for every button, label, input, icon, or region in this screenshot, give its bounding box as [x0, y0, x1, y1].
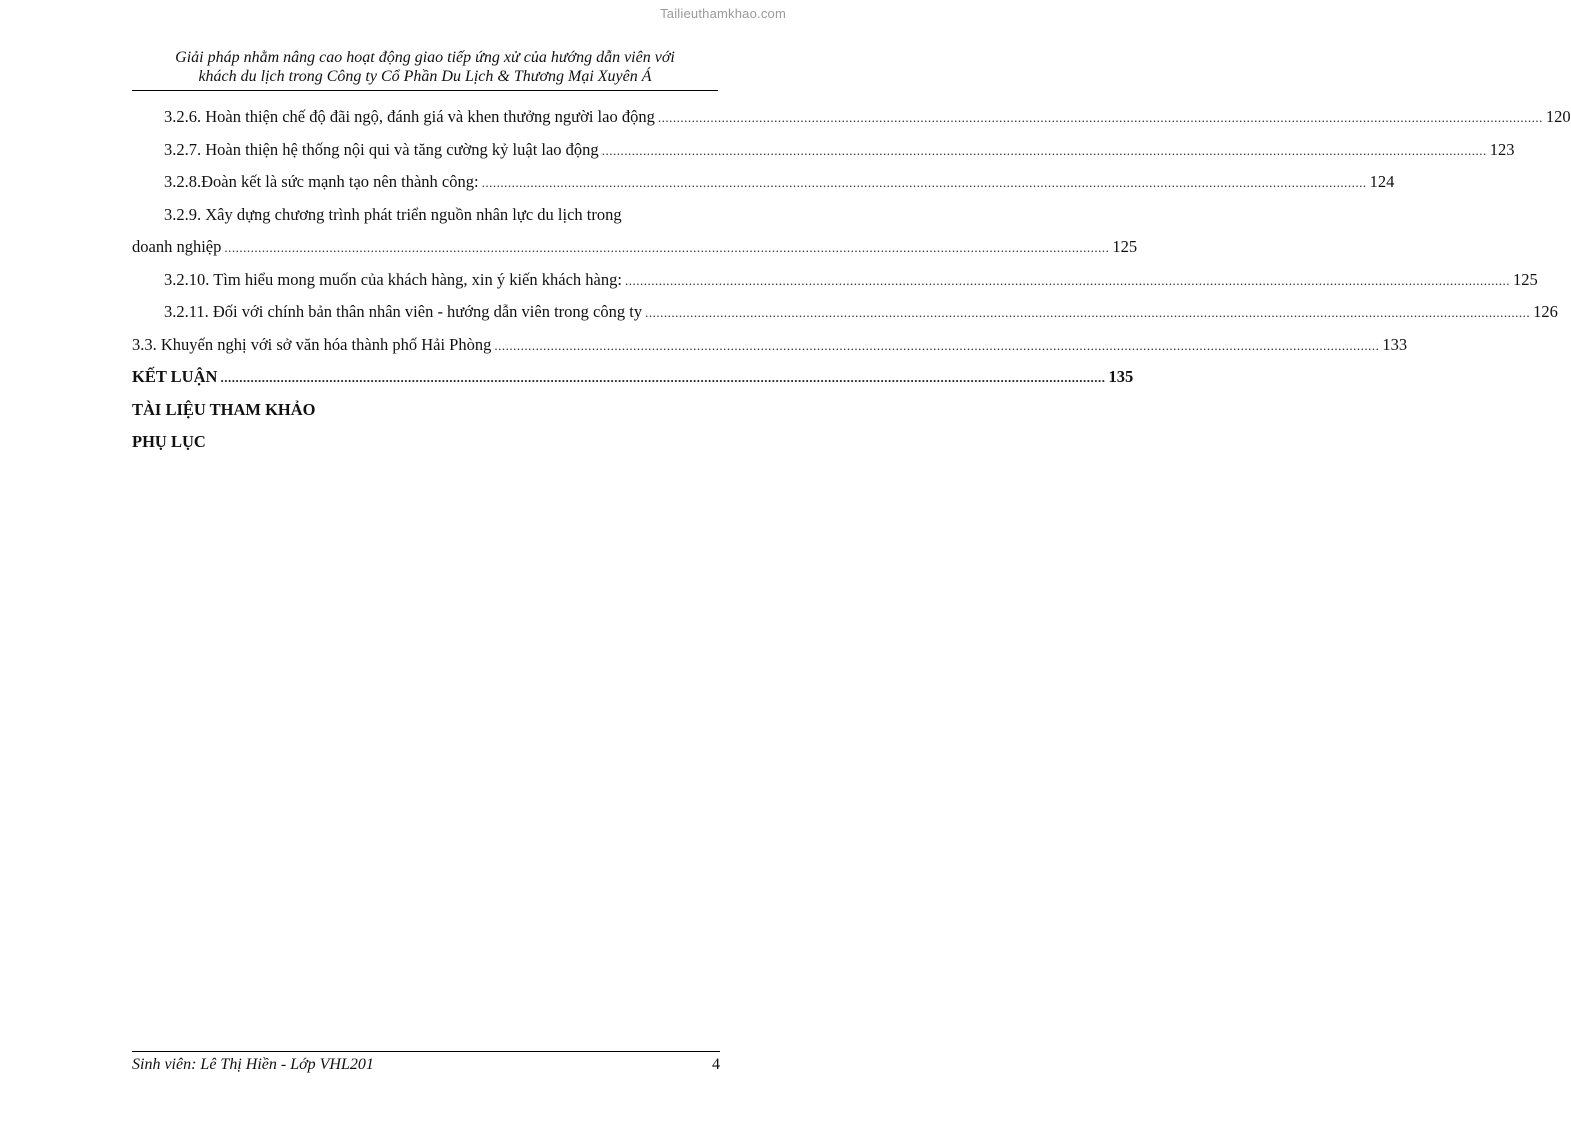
toc-entry-page: 126	[1533, 302, 1558, 321]
dot-leader	[491, 330, 1382, 363]
dot-leader	[599, 135, 1490, 168]
toc-entry-page: 125	[1512, 269, 1538, 289]
dot-leader	[622, 265, 1513, 298]
toc-entry-page: 124	[1369, 172, 1395, 191]
toc-entry-3-2-7[interactable]	[132, 134, 1515, 167]
header-divider	[132, 90, 718, 91]
toc-entry-3-3[interactable]	[132, 329, 1408, 362]
page-footer	[132, 1055, 720, 1075]
footer-divider	[132, 1051, 720, 1052]
toc-entry-appendix[interactable]	[132, 426, 718, 459]
toc-entry-page: 133	[1382, 334, 1408, 354]
toc-entry-title: KẾT LUẬN	[132, 367, 218, 386]
toc-entry-3-2-9-continued[interactable]	[132, 231, 1138, 264]
toc-entry-title: 3.2.8.Đoàn kết là sức mạnh tạo nên thành công:	[164, 172, 479, 191]
toc-entry-title: 3.2.7. Hoàn thiện hệ thống nội qui và tăng cường kỷ luật lao động	[164, 139, 599, 159]
watermark: Tailieuthamkhao.com	[660, 6, 786, 21]
header-line-2: khách du lịch trong Công ty Cổ Phần Du Lịch & Thương Mại Xuyên Á	[198, 68, 652, 85]
toc-entry-3-2-8[interactable]	[132, 166, 1395, 199]
toc-entry-3-2-6[interactable]	[132, 101, 1571, 134]
page-header	[132, 48, 718, 86]
toc-entry-title: 3.3. Khuyến nghị với sở văn hóa thành phố Hải Phòng	[132, 334, 492, 354]
toc-entry-title: 3.2.11. Đối với chính bản thân nhân viên - hướng dẫn viên trong công ty	[164, 302, 643, 321]
toc-entry-conclusion[interactable]	[132, 361, 1134, 394]
toc-entry-3-2-9[interactable]	[132, 199, 718, 232]
footer-student-info: Sinh viên: Lê Thị Hiền - Lớp VHL201	[132, 1056, 374, 1073]
dot-leader	[479, 167, 1370, 200]
toc-entry-page: 125	[1112, 237, 1138, 256]
toc-entry-references[interactable]	[132, 394, 718, 427]
page-number: 4	[712, 1056, 720, 1073]
toc-entry-title: 3.2.10. Tìm hiểu mong muốn của khách hàng, xin ý kiến khách hàng:	[164, 269, 622, 289]
header-line-1: Giải pháp nhằm nâng cao hoạt động giao tiếp ứng xử của hướng dẫn viên với	[175, 49, 675, 66]
toc-entry-page: 123	[1489, 139, 1515, 159]
table-of-contents	[132, 101, 1571, 459]
toc-entry-title: doanh nghiệp	[132, 237, 222, 256]
toc-entry-title: 3.2.6. Hoàn thiện chế độ đãi ngộ, đánh giá và khen thưởng người lao động	[164, 107, 655, 126]
toc-entry-title: 3.2.9. Xây dựng chương trình phát triển nguồn nhân lực du lịch trong	[164, 204, 622, 224]
toc-entry-3-2-11[interactable]	[132, 296, 1558, 329]
toc-entry-title: PHỤ LỤC	[132, 432, 206, 451]
dot-leader	[217, 362, 1108, 395]
dot-leader	[642, 297, 1533, 330]
dot-leader	[221, 232, 1112, 265]
dot-leader	[655, 102, 1546, 135]
toc-entry-3-2-10[interactable]	[132, 264, 1538, 297]
toc-entry-page: 120	[1545, 107, 1571, 126]
toc-entry-title: TÀI LIỆU THAM KHẢO	[132, 399, 316, 419]
toc-entry-page: 135	[1108, 367, 1134, 386]
